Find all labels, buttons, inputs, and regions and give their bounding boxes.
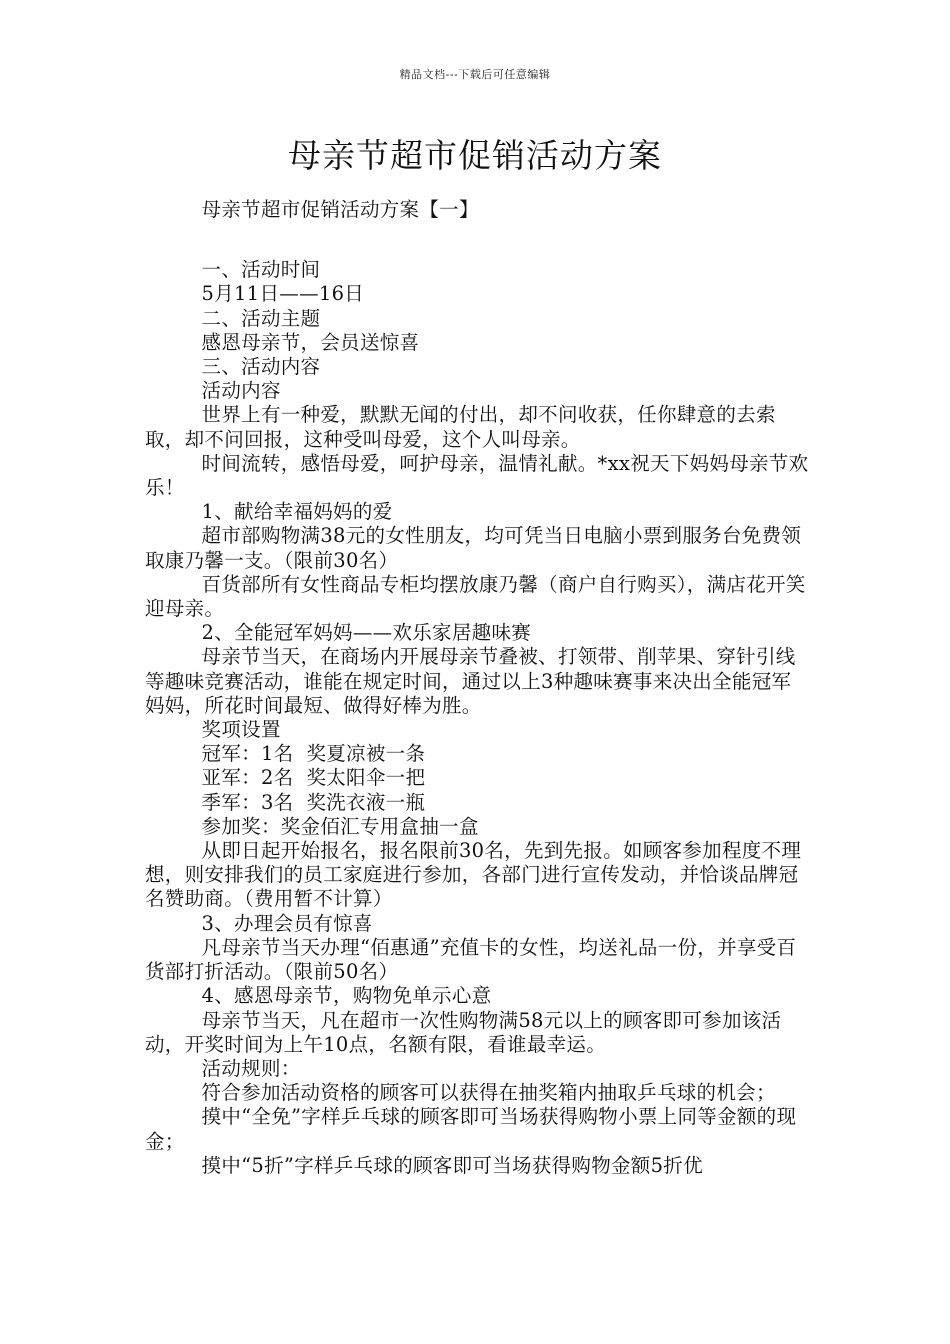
paragraph: 2、全能冠军妈妈——欢乐家居趣味赛 xyxy=(201,621,532,645)
document-title: 母亲节超市促销活动方案 xyxy=(288,136,662,175)
paragraph: 摸中“全免”字样乒乓球的顾客即可当场获得购物小票上同等金额的现金； xyxy=(145,1105,797,1153)
paragraph: 奖项设置 xyxy=(201,718,281,742)
header-note: 精品文档---下载后可任意编辑 xyxy=(399,68,551,81)
paragraph: 凡母亲节当天办理“佰惠通”充值卡的女性，均送礼品一份，并享受百货部打折活动。（限前50名） xyxy=(145,935,797,984)
paragraph: 符合参加活动资格的顾客可以获得在抽奖箱内抽取乒乓球的机会； xyxy=(201,1081,776,1105)
paragraph: 二、活动主题 xyxy=(201,306,321,330)
section-subtitle: 母亲节超市促销活动方案【一】 xyxy=(201,198,479,221)
paragraph: 冠军：1名 奖夏凉被一条 xyxy=(201,742,426,766)
paragraph: 百货部所有女性商品专柜均摆放康乃馨（商户自行购买），满店花开笑迎母亲。 xyxy=(145,572,806,621)
paragraph: 母亲节当天，在商场内开展母亲节叠被、打领带、削苹果、穿针引线等趣味竞赛活动，谁能在规定时间，通过以上3种趣味赛事来决出全能冠军妈妈，所花时间最短、做得好棒为胜。 xyxy=(145,645,796,717)
paragraph: 时间流转，感悟母爱，呵护母亲，温情礼献。*xx祝天下妈妈母亲节欢乐！ xyxy=(145,451,809,500)
paragraph: 4、感恩母亲节，购物免单示心意 xyxy=(201,984,492,1008)
paragraph: 参加奖：奖金佰汇专用盒抽一盒 xyxy=(201,814,479,838)
paragraph: 一、活动时间 xyxy=(201,258,321,282)
paragraph: 季军：3名 奖洗衣液一瓶 xyxy=(201,790,426,814)
paragraph: 5月11日——16日 xyxy=(201,282,365,306)
paragraph: 活动内容 xyxy=(201,379,281,403)
paragraph: 亚军：2名 奖太阳伞一把 xyxy=(201,766,426,790)
paragraph: 从即日起开始报名，报名限前30名，先到先报。如顾客参加程度不理想，则安排我们的员工家庭进行参加，各部门进行宣传发动，并恰谈品牌冠名赞助商。（费用暂不计算） xyxy=(145,839,802,911)
paragraph: 1、献给幸福妈妈的爱 xyxy=(201,500,393,524)
paragraph: 母亲节当天，凡在超市一次性购物满58元以上的顾客即可参加该活动，开奖时间为上午10点，名额有限，看谁最幸运。 xyxy=(145,1008,782,1056)
document-body xyxy=(145,198,809,1178)
paragraph: 感恩母亲节，会员送惊喜 xyxy=(201,330,420,354)
paragraph: 超市部购物满38元的女性朋友，均可凭当日电脑小票到服务台免费领取康乃馨一支。（限前30名） xyxy=(145,524,802,572)
paragraph: 活动规则： xyxy=(201,1056,301,1080)
paragraph: 3、办理会员有惊喜 xyxy=(201,911,373,935)
paragraph: 三、活动内容 xyxy=(201,355,321,379)
paragraph: 摸中“5折”字样乒乓球的顾客即可当场获得购物金额5折优 xyxy=(201,1153,703,1177)
paragraph: 世界上有一种爱，默默无闻的付出，却不问收获，任你肆意的去索取，却不问回报，这种受叫母爱，这个人叫母亲。 xyxy=(145,403,776,451)
